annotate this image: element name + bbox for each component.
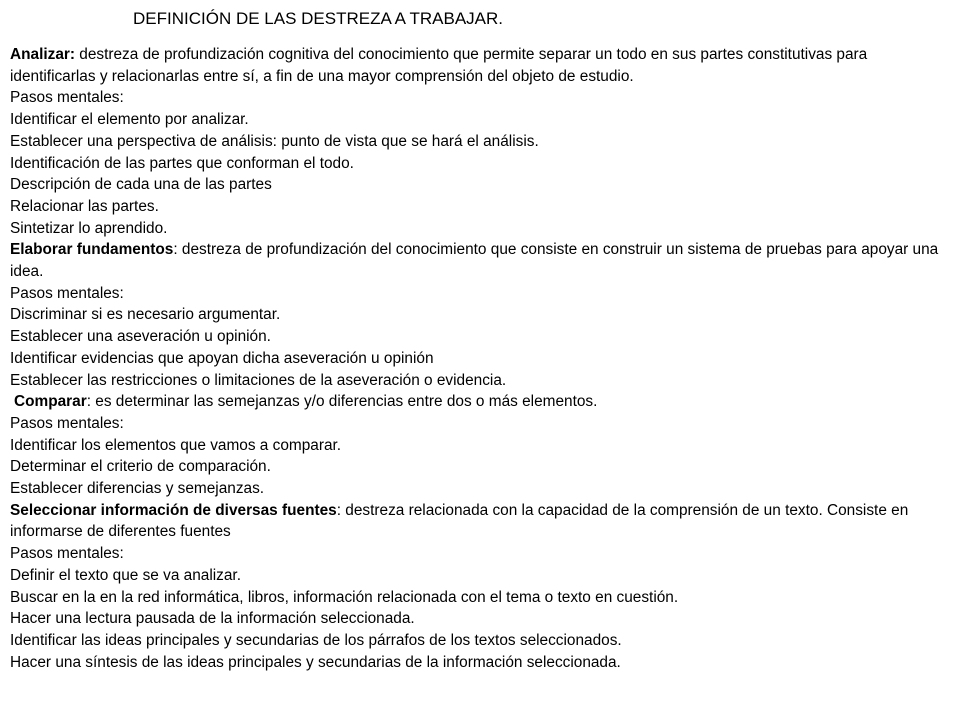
step-item: Identificar evidencias que apoyan dicha aseveración u opinión (10, 349, 434, 367)
step-item: Definir el texto que se va analizar. (10, 566, 241, 584)
step-item: Determinar el criterio de comparación. (10, 458, 271, 476)
document-body (10, 44, 945, 673)
term-elaborar-fundamentos: Elaborar fundamentos (10, 241, 174, 259)
definition-text: : destreza relacionada con la capacidad de la comprensión de un texto. Consiste en informarse de diferentes fuentes (10, 501, 909, 541)
step-item: Hacer una lectura pausada de la información seleccionada. (10, 610, 415, 628)
step-item: Relacionar las partes. (10, 197, 159, 215)
step-item: Identificar las ideas principales y secundarias de los párrafos de los textos seleccionados. (10, 631, 622, 649)
step-item: Buscar en la en la red informática, libros, información relacionada con el tema o texto en cuestión. (10, 588, 679, 606)
steps-label: Pasos mentales: (10, 89, 124, 107)
step-item: Establecer diferencias y semejanzas. (10, 480, 265, 498)
steps-label: Pasos mentales: (10, 414, 124, 432)
term-seleccionar-informacion: Seleccionar información de diversas fuentes (10, 501, 337, 519)
step-item: Establecer las restricciones o limitaciones de la aseveración o evidencia. (10, 371, 507, 389)
term-analizar: Analizar: (10, 46, 75, 63)
section-elaborar-fundamentos (10, 239, 945, 391)
definition-seleccionar-informacion (10, 500, 945, 543)
definition-analizar (10, 44, 945, 87)
step-item: Discriminar si es necesario argumentar. (10, 306, 281, 324)
steps-label: Pasos mentales: (10, 284, 124, 302)
section-analizar (10, 44, 945, 239)
step-item: Descripción de cada una de las partes (10, 176, 272, 194)
definition-text: : es determinar las semejanzas y/o diferencias entre dos o más elementos. (86, 393, 598, 411)
step-item: Identificación de las partes que conforman el todo. (10, 154, 354, 172)
definition-comparar (10, 391, 945, 413)
page-title: DEFINICIÓN DE LAS DESTREZA A TRABAJAR. (133, 9, 503, 28)
definition-text: destreza de profundización cognitiva del conocimiento que permite separar un todo en sus partes constitutivas para identificarlas y relacionarlas entre sí, a fin de una mayor comprensión del objeto de estudio. (10, 46, 868, 85)
steps-label: Pasos mentales: (10, 545, 124, 563)
step-item: Establecer una aseveración u opinión. (10, 328, 271, 346)
definition-text: : destreza de profundización del conocimiento que consiste en construir un sistema de pruebas para apoyar una idea. (10, 241, 939, 281)
term-comparar: Comparar (14, 393, 87, 411)
step-item: Establecer una perspectiva de análisis: punto de vista que se hará el análisis. (10, 132, 539, 150)
step-item: Identificar el elemento por analizar. (10, 111, 249, 129)
section-comparar (10, 391, 945, 500)
step-item: Identificar los elementos que vamos a comparar. (10, 436, 342, 454)
definition-elaborar-fundamentos (10, 239, 945, 282)
section-seleccionar-informacion (10, 500, 945, 674)
step-item: Sintetizar lo aprendido. (10, 219, 168, 237)
step-item: Hacer una síntesis de las ideas principales y secundarias de la información seleccionada. (10, 653, 621, 671)
